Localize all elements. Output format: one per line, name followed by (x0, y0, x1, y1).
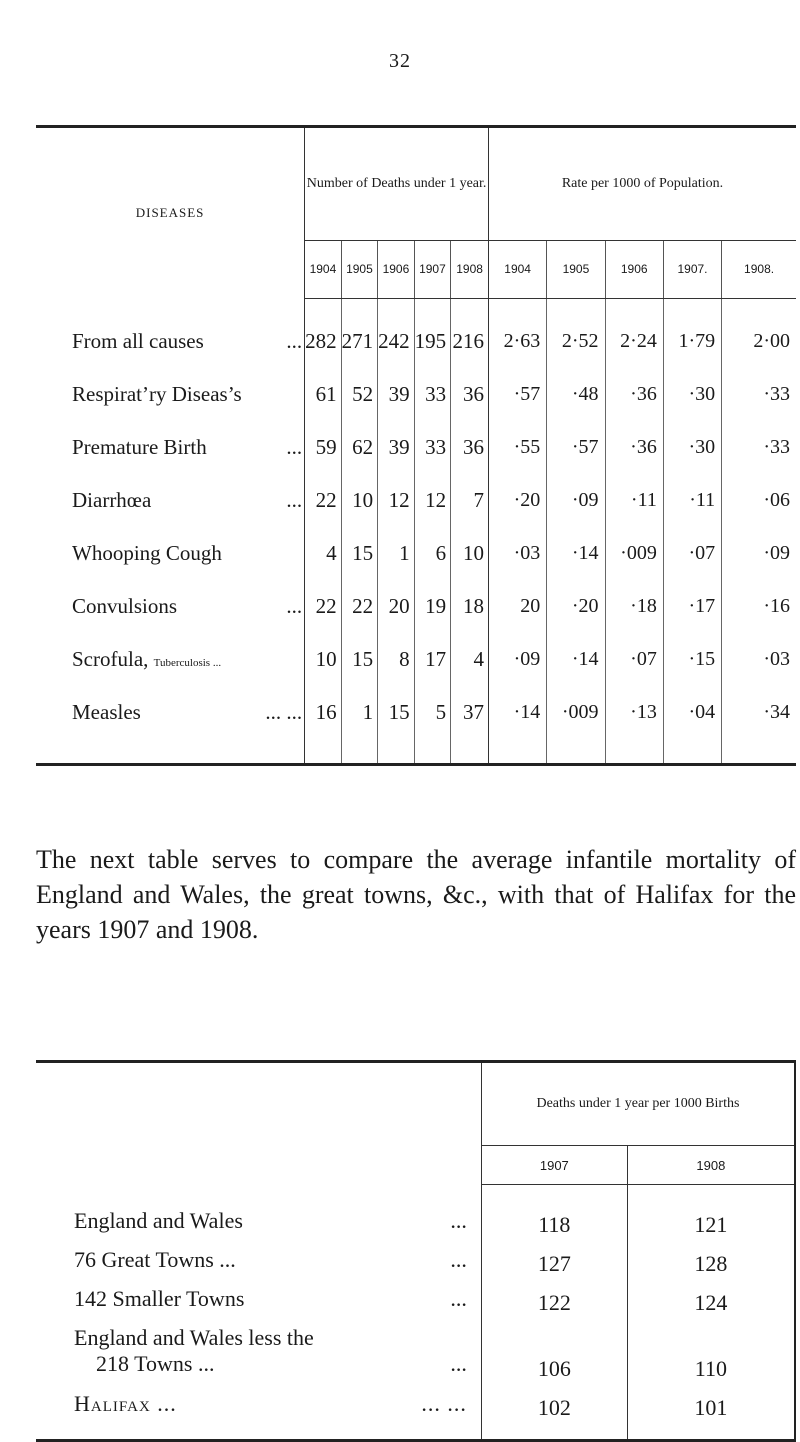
disease-row (36, 686, 796, 739)
leader-dots: ... (450, 1246, 467, 1272)
leader-dots: ... (450, 1351, 467, 1376)
place-label (36, 1279, 481, 1318)
rate-cell: ·06 (722, 474, 796, 527)
rate-year-header: 1908. (722, 240, 796, 298)
rate-cell: ·14 (547, 527, 605, 580)
rate-cell: ·09 (489, 633, 547, 686)
deaths-cell: 36 (451, 421, 489, 474)
leader-dots: ... (286, 593, 303, 618)
disease-label (36, 633, 305, 686)
place-name: 142 Smaller Towns (74, 1285, 245, 1311)
deaths-cell: 7 (451, 474, 489, 527)
rate-cell: ·33 (722, 421, 796, 474)
place-name: England and Wales less the (74, 1325, 314, 1350)
year-header-1908: 1908 (627, 1146, 795, 1185)
rate-group-header: Rate per 1000 of Population. (561, 176, 724, 192)
rate-cell: ·009 (547, 686, 605, 739)
page-number: 32 (389, 50, 411, 72)
rate-1907-cell: 102 (481, 1384, 627, 1423)
deaths-cell: 22 (315, 593, 337, 618)
leader-dots: ... (450, 1285, 467, 1311)
deaths-cell: 10 (315, 646, 337, 671)
place-name: England and Wales (74, 1207, 243, 1233)
rate-cell: ·07 (663, 527, 721, 580)
deaths-cell: 39 (378, 421, 415, 474)
deaths-cell: 8 (378, 633, 415, 686)
rate-1907-cell: 127 (481, 1240, 627, 1279)
rate-cell: 2·00 (722, 315, 796, 368)
year-header-1907: 1907 (481, 1146, 627, 1185)
rate-year-header: 1907. (663, 240, 721, 298)
deaths-cell: 12 (378, 474, 415, 527)
deaths-cell: 17 (414, 633, 451, 686)
deaths-year-header: 1905 (341, 240, 378, 298)
deaths-cell: 6 (414, 527, 451, 580)
comparison-row (36, 1240, 795, 1279)
rate-cell: ·36 (605, 421, 663, 474)
deaths-year-header: 1906 (378, 240, 415, 298)
deaths-year-header: 1904 (305, 240, 342, 298)
disease-row (36, 580, 796, 633)
disease-label (36, 315, 305, 368)
rate-1908-cell: 121 (627, 1201, 795, 1240)
rate-cell: 20 (489, 580, 547, 633)
leader-dots: ... (450, 1207, 467, 1233)
rate-1908-cell: 128 (627, 1240, 795, 1279)
rate-1908-cell: 101 (627, 1384, 795, 1423)
disease-label (36, 368, 305, 421)
deaths-cell: 10 (341, 474, 378, 527)
rate-cell: ·30 (663, 421, 721, 474)
deaths-cell: 22 (315, 487, 337, 512)
deaths-cell: 36 (451, 368, 489, 421)
rate-cell: ·33 (722, 368, 796, 421)
infant-deaths-by-disease-table (36, 125, 796, 766)
deaths-cell: 195 (414, 315, 451, 368)
deaths-cell: 5 (414, 686, 451, 739)
leader-dots: ... ... (265, 699, 303, 724)
comparison-paragraph: The next table serves to compare the average infantile mortality of England and Wales, the great towns, &c., with that of Halifax for the years 1907 and 1908. (36, 845, 796, 944)
rate-cell: 1·79 (663, 315, 721, 368)
rate-cell: 2·52 (547, 315, 605, 368)
mortality-comparison-table (36, 1060, 796, 1442)
deaths-cell: 52 (341, 368, 378, 421)
rate-cell: ·07 (605, 633, 663, 686)
comparison-row (36, 1201, 795, 1240)
rate-cell: ·09 (547, 474, 605, 527)
deaths-cell: 62 (341, 421, 378, 474)
rate-cell: ·15 (663, 633, 721, 686)
deaths-cell: 271 (341, 315, 378, 368)
rate-cell: ·11 (605, 474, 663, 527)
rate-cell: ·14 (489, 686, 547, 739)
rate-cell: ·36 (605, 368, 663, 421)
leader-dots: ... ... (421, 1390, 467, 1416)
deaths-year-header: 1908 (451, 240, 489, 298)
place-label (36, 1201, 481, 1240)
deaths-cell: 19 (414, 580, 451, 633)
disease-label (36, 580, 305, 633)
disease-subname: Tuberculosis ... (153, 656, 222, 669)
place-name: Halifax ... (74, 1390, 177, 1416)
rate-1907-cell: 106 (481, 1318, 627, 1384)
rate-cell: ·57 (547, 421, 605, 474)
rate-cell: ·13 (605, 686, 663, 739)
disease-name: Convulsions (72, 593, 178, 618)
disease-name: Measles (72, 699, 141, 724)
deaths-cell: 33 (414, 421, 451, 474)
deaths-cell: 1 (378, 527, 415, 580)
place-name: 76 Great Towns ... (74, 1246, 236, 1272)
deaths-cell: 1 (341, 686, 378, 739)
rate-cell: ·17 (663, 580, 721, 633)
rate-cell: ·03 (722, 633, 796, 686)
deaths-cell: 242 (378, 315, 415, 368)
disease-label (36, 421, 305, 474)
deaths-cell: 22 (341, 580, 378, 633)
rate-cell: ·34 (722, 686, 796, 739)
deaths-cell: 282 (305, 328, 337, 353)
rate-cell: ·57 (489, 368, 547, 421)
rate-cell: ·009 (605, 527, 663, 580)
comparison-row (36, 1384, 795, 1423)
deaths-cell: 4 (326, 540, 337, 565)
rate-cell: ·16 (722, 580, 796, 633)
disease-name: From all causes (72, 328, 204, 353)
rate-cell: ·18 (605, 580, 663, 633)
rate-year-header: 1906 (605, 240, 663, 298)
place-label (36, 1318, 481, 1384)
deaths-cell: 61 (315, 381, 337, 406)
diseases-header: DISEASES (36, 127, 305, 299)
deaths-cell: 15 (341, 633, 378, 686)
deaths-cell: 10 (451, 527, 489, 580)
deaths-cell: 16 (315, 699, 337, 724)
rate-1908-cell: 110 (627, 1318, 795, 1384)
disease-name: Diarrhœa (72, 487, 152, 512)
disease-row (36, 633, 796, 686)
rate-year-header: 1904 (489, 240, 547, 298)
leader-dots: ... (286, 328, 303, 353)
rate-cell: ·48 (547, 368, 605, 421)
comparison-row (36, 1318, 795, 1384)
rate-cell: ·03 (489, 527, 547, 580)
disease-name: Respirat’ry Diseas’s (72, 381, 242, 406)
disease-label (36, 527, 305, 580)
disease-name: Whooping Cough (72, 540, 222, 565)
rate-1907-cell: 118 (481, 1201, 627, 1240)
deaths-cell: 15 (341, 527, 378, 580)
deaths-cell: 4 (451, 633, 489, 686)
deaths-group-header: Number of Deaths under 1 year. (305, 127, 489, 241)
comparison-row (36, 1279, 795, 1318)
deaths-cell: 59 (315, 434, 337, 459)
rate-cell: ·09 (722, 527, 796, 580)
rate-cell: ·30 (663, 368, 721, 421)
disease-name: Scrofula, (72, 646, 149, 671)
rate-1907-cell: 122 (481, 1279, 627, 1318)
rate-cell: ·11 (663, 474, 721, 527)
leader-dots: ... (286, 434, 303, 459)
disease-name: Premature Birth (72, 434, 207, 459)
rate-cell: ·55 (489, 421, 547, 474)
deaths-per-births-header: Deaths under 1 year per 1000 Births (481, 1062, 795, 1146)
deaths-cell: 12 (414, 474, 451, 527)
disease-label (36, 686, 305, 739)
deaths-cell: 33 (414, 368, 451, 421)
deaths-year-header: 1907 (414, 240, 451, 298)
disease-row (36, 315, 796, 368)
rate-1908-cell: 124 (627, 1279, 795, 1318)
deaths-cell: 15 (378, 686, 415, 739)
deaths-cell: 37 (451, 686, 489, 739)
leader-dots: ... (286, 487, 303, 512)
place-header (36, 1062, 481, 1185)
rate-cell: ·14 (547, 633, 605, 686)
rate-cell: 2·24 (605, 315, 663, 368)
place-label (36, 1240, 481, 1279)
disease-row (36, 421, 796, 474)
rate-cell: ·20 (489, 474, 547, 527)
disease-row (36, 527, 796, 580)
disease-row (36, 368, 796, 421)
deaths-cell: 216 (451, 315, 489, 368)
rate-year-header: 1905 (547, 240, 605, 298)
rate-cell: ·20 (547, 580, 605, 633)
rate-cell: 2·63 (489, 315, 547, 368)
deaths-cell: 39 (378, 368, 415, 421)
place-label (36, 1384, 481, 1423)
disease-row (36, 474, 796, 527)
rate-cell: ·04 (663, 686, 721, 739)
deaths-cell: 18 (451, 580, 489, 633)
disease-label (36, 474, 305, 527)
place-name-continued: 218 Towns ... (96, 1351, 215, 1376)
deaths-cell: 20 (378, 580, 415, 633)
